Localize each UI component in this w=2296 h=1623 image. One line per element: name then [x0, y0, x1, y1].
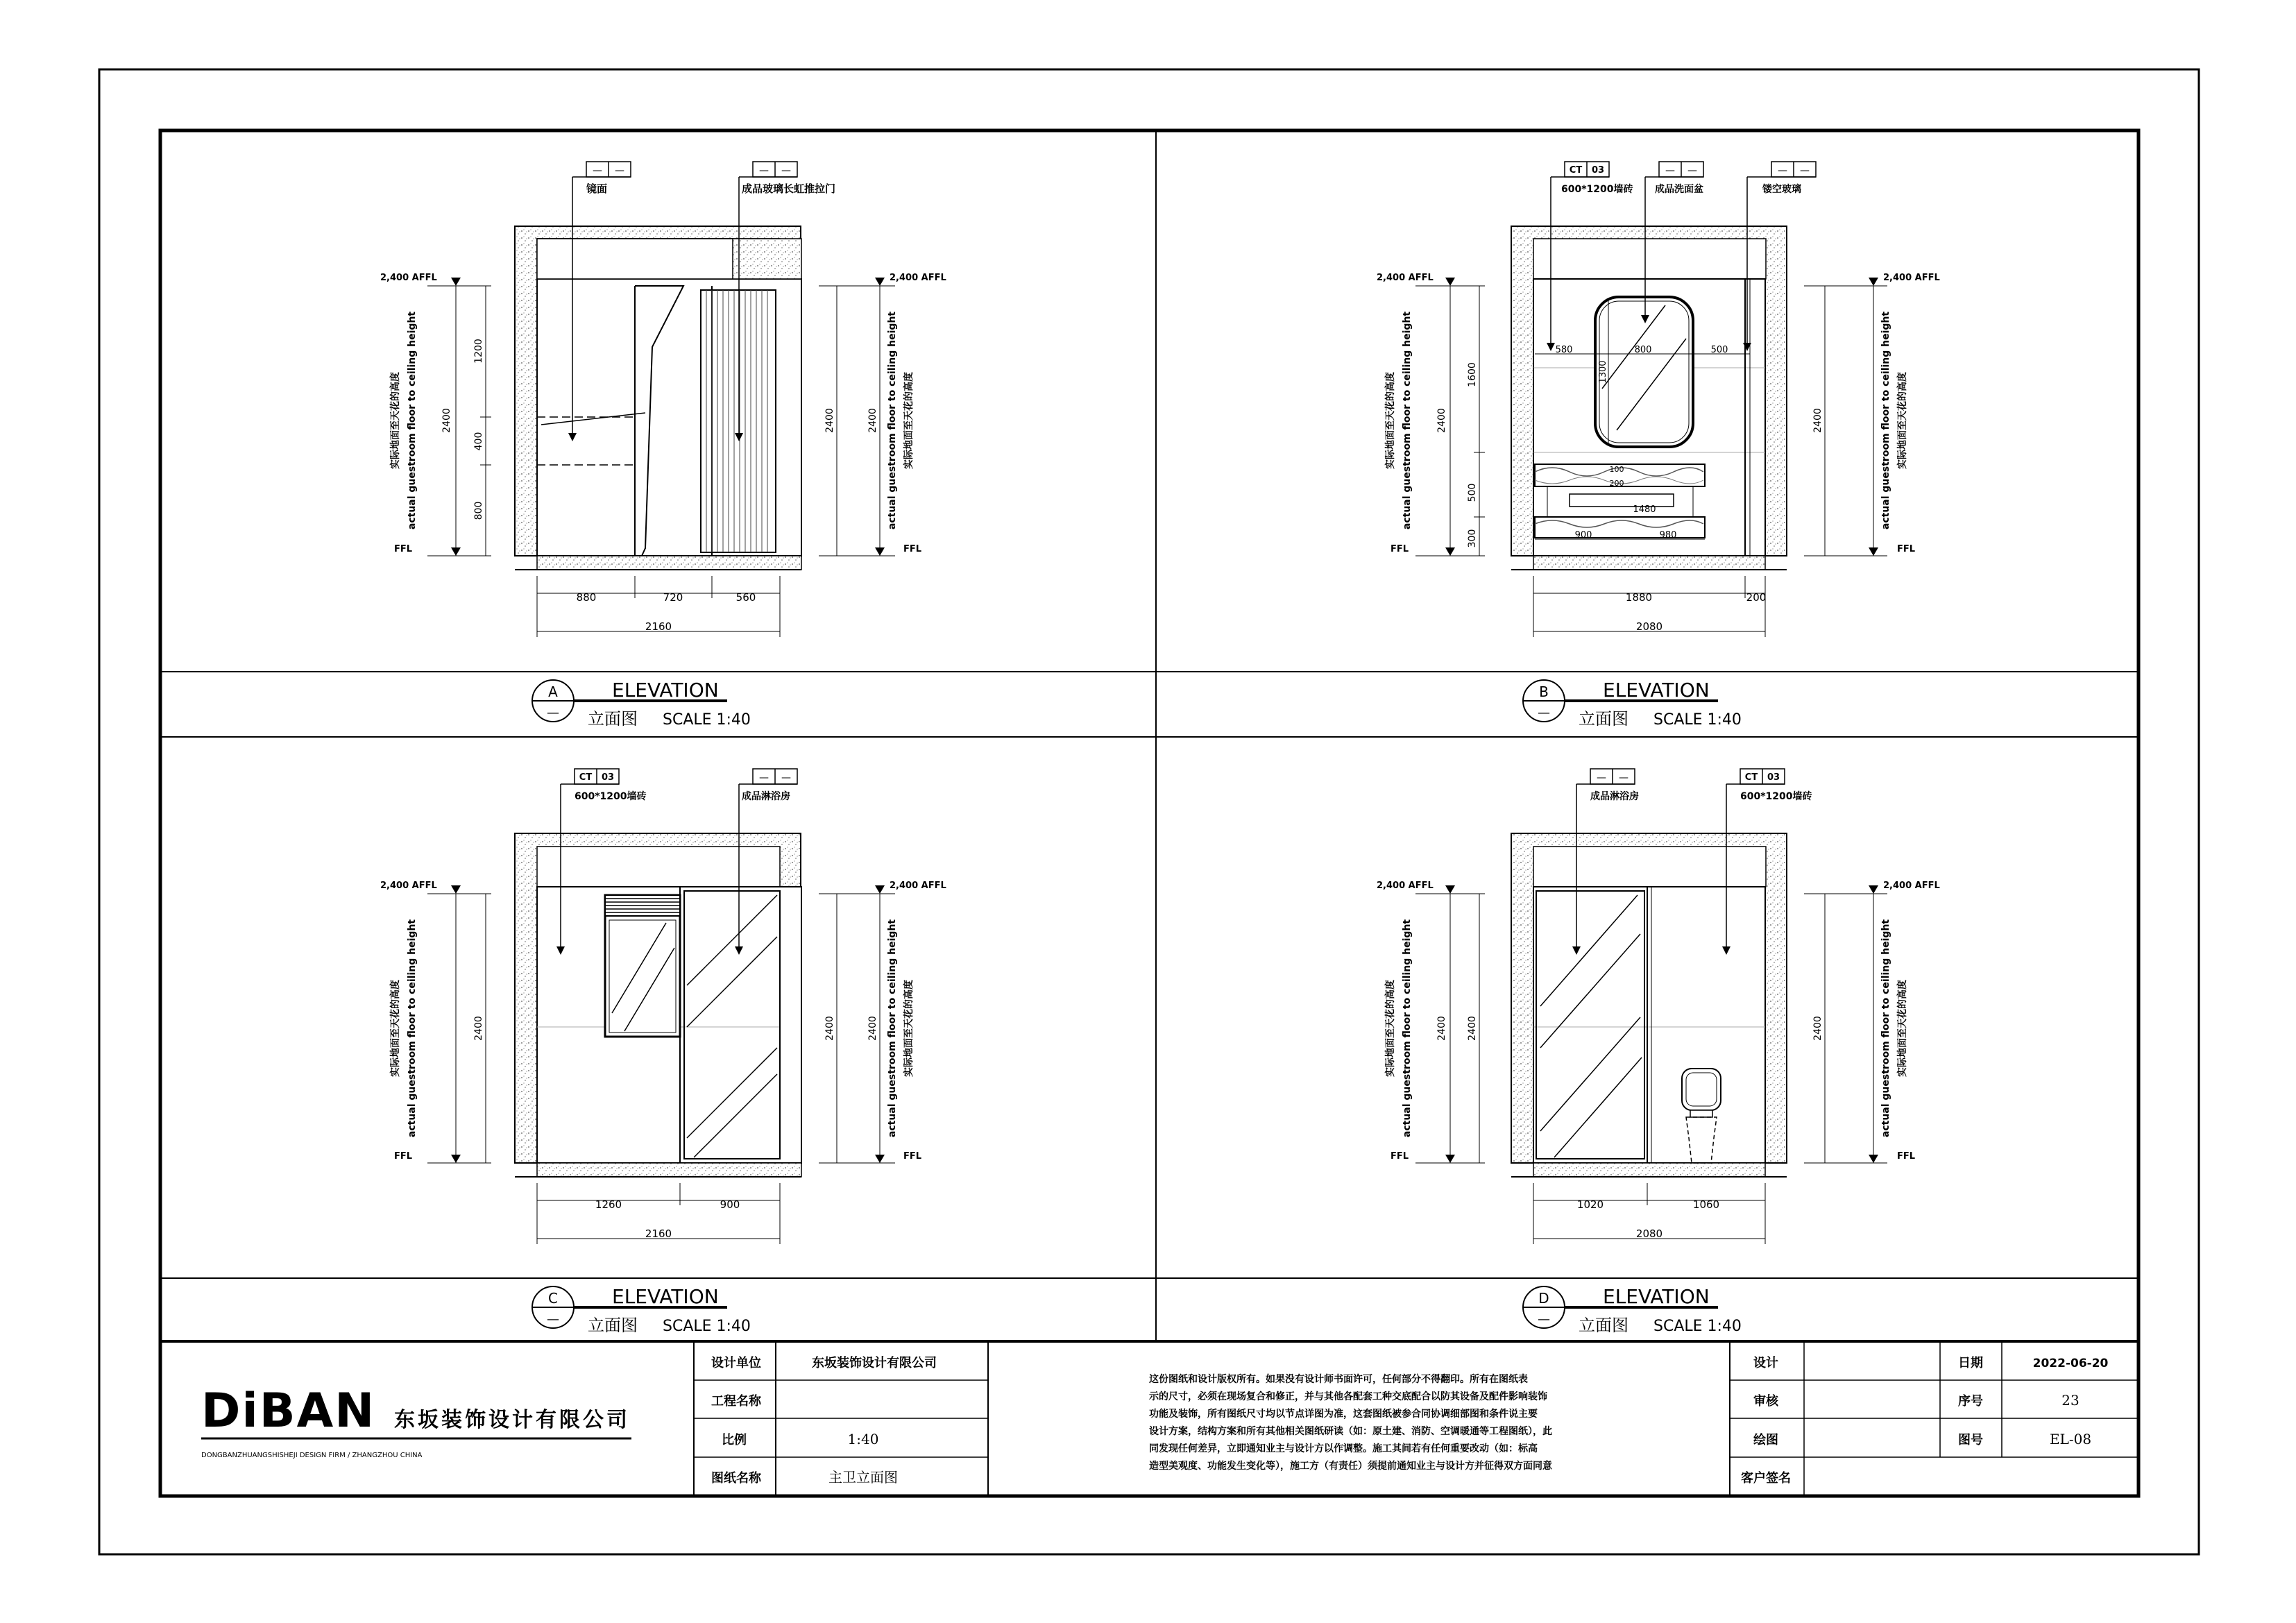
- elevation-a: [380, 162, 946, 729]
- dim-d-total: 2080: [1635, 1227, 1663, 1240]
- dim-d-2400: 2400: [1467, 1016, 1478, 1041]
- tag-a1-num: —: [615, 165, 624, 176]
- value-sheet-number: EL-08: [2049, 1431, 2092, 1447]
- value-date: 2022-06-20: [2032, 1357, 2109, 1370]
- note-line: 功能及装饰，所有图纸尺寸均以节点详图为准，这套图纸被参合同协调细部图和条件说主要: [1149, 1409, 1538, 1420]
- panel-d-scale: SCALE 1:40: [1653, 1318, 1742, 1335]
- panel-d-title: ELEVATION: [1603, 1285, 1710, 1308]
- vlabel-en: actual guestroom floor to ceiling height: [887, 311, 898, 530]
- panel-c-title: ELEVATION: [612, 1285, 719, 1308]
- vlabel-cn: 实际地面至天花的高度: [390, 372, 401, 469]
- dim-b-100: 100: [1609, 465, 1624, 474]
- panel-d-subtitle: 立面图: [1579, 1316, 1629, 1335]
- tag-c2-num: —: [781, 772, 791, 783]
- vlabel-en: actual guestroom floor to ceiling height: [1402, 919, 1413, 1138]
- affl-label: 2,400 AFFL: [890, 273, 946, 283]
- dim-a-560: 560: [735, 591, 756, 604]
- company-logo: DiBAN: [201, 1384, 376, 1438]
- dim-b-200-bottom: 200: [1746, 591, 1767, 604]
- tag-c2-label: 成品淋浴房: [742, 791, 790, 802]
- tag-b2-code: —: [1665, 165, 1675, 176]
- label-scale: 比例: [722, 1433, 747, 1447]
- tag-b1-num: 03: [1591, 165, 1605, 176]
- tag-b2-num: —: [1687, 165, 1697, 176]
- ffl-label: FFL: [1391, 544, 1409, 554]
- dim-b-500: 500: [1710, 345, 1728, 355]
- dim-height: 2400: [1436, 408, 1447, 433]
- dim-b-1480: 1480: [1633, 504, 1656, 515]
- dim-height: 2400: [1812, 1016, 1823, 1041]
- label-drawing-name: 图纸名称: [711, 1471, 761, 1486]
- dim-b-1300: 1300: [1598, 360, 1608, 384]
- affl-label: 2,400 AFFL: [380, 273, 437, 283]
- vlabel-en: actual guestroom floor to ceiling height: [887, 919, 898, 1138]
- affl-label: 2,400 AFFL: [1883, 881, 1940, 891]
- tag-c1-num: 03: [601, 772, 615, 783]
- label-project-name: 工程名称: [711, 1394, 761, 1409]
- tag-c1-label: 600*1200墙砖: [575, 791, 647, 802]
- vlabel-en: actual guestroom floor to ceiling height: [1880, 311, 1891, 530]
- tag-a2-code: —: [759, 165, 769, 176]
- tag-b3-label: 镂空玻璃: [1762, 184, 1801, 195]
- affl-label: 2,400 AFFL: [380, 881, 437, 891]
- dim-b-800: 800: [1634, 345, 1652, 355]
- dim-height: 2400: [1436, 1016, 1447, 1041]
- vlabel-cn: 实际地面至天花的高度: [1897, 372, 1908, 469]
- dim-b-300: 300: [1467, 529, 1478, 548]
- dim-d-1060: 1060: [1692, 1198, 1720, 1211]
- panel-c-subtitle: 立面图: [588, 1316, 638, 1335]
- affl-label: 2,400 AFFL: [1377, 273, 1434, 283]
- title-block: [201, 1341, 2138, 1496]
- company-name-cn: 东坂装饰设计有限公司: [394, 1408, 630, 1432]
- vlabel-cn: 实际地面至天花的高度: [390, 980, 401, 1077]
- panel-d-marker: D: [1538, 1290, 1549, 1307]
- dim-a-800: 800: [473, 501, 484, 520]
- tag-b3-code: —: [1778, 165, 1787, 176]
- panel-a-scale: SCALE 1:40: [663, 711, 751, 729]
- label-design-unit: 设计单位: [711, 1356, 761, 1370]
- vlabel-en: actual guestroom floor to ceiling height: [407, 919, 418, 1138]
- tag-c1-code: CT: [579, 772, 593, 783]
- dim-c-total: 2160: [645, 1227, 672, 1240]
- panel-c-scale: SCALE 1:40: [663, 1318, 751, 1335]
- dim-a-720: 720: [663, 591, 683, 604]
- dim-c-2400: 2400: [473, 1016, 484, 1041]
- panel-a-sub: —: [547, 706, 559, 720]
- panel-b-scale: SCALE 1:40: [1653, 711, 1742, 729]
- tag-a1-label: 镜面: [586, 182, 608, 195]
- tag-d1-label: 成品淋浴房: [1590, 791, 1639, 802]
- affl-label: 2,400 AFFL: [890, 881, 946, 891]
- affl-label: 2,400 AFFL: [1883, 273, 1940, 283]
- tag-c2-code: —: [759, 772, 769, 783]
- note-line: 示的尺寸，必须在现场复合和修正，并与其他各配套工种交底配合以防其设备及配件影响装饰: [1149, 1391, 1547, 1402]
- value-scale: 1:40: [847, 1431, 879, 1447]
- dim-c-1260: 1260: [595, 1198, 622, 1211]
- outer-sheet-border: [99, 69, 2199, 1554]
- dim-height: 2400: [824, 408, 835, 433]
- vlabel-cn: 实际地面至天花的高度: [1897, 980, 1908, 1077]
- tag-b1-code: CT: [1569, 165, 1583, 176]
- dim-height: 2400: [867, 1016, 878, 1041]
- panel-a-subtitle: 立面图: [588, 709, 638, 729]
- dim-height: 2400: [1812, 408, 1823, 433]
- dim-b-900: 900: [1574, 530, 1592, 541]
- dim-d-1020: 1020: [1576, 1198, 1604, 1211]
- tag-b3-num: —: [1800, 165, 1810, 176]
- dim-b-500-left: 500: [1467, 483, 1478, 502]
- dim-c-900: 900: [720, 1198, 740, 1211]
- tag-a2-label: 成品玻璃长虹推拉门: [742, 182, 836, 195]
- note-line: 设计方案，结构方案和所有其他相关图纸研读（如：原土建、消防、空调暖通等工程图纸），此: [1149, 1426, 1552, 1437]
- ffl-label: FFL: [1897, 544, 1916, 554]
- panel-c-sub: —: [547, 1312, 559, 1327]
- vlabel-cn: 实际地面至天花的高度: [903, 980, 915, 1077]
- label-reviewer: 审核: [1753, 1394, 1778, 1409]
- tag-d1-num: —: [1619, 772, 1629, 783]
- vlabel-cn: 实际地面至天花的高度: [903, 372, 915, 469]
- dim-a-1200: 1200: [473, 339, 484, 364]
- panel-c-marker: C: [548, 1290, 558, 1307]
- tag-d2-label: 600*1200墙砖: [1740, 791, 1812, 802]
- dim-height: 2400: [824, 1016, 835, 1041]
- value-drawing-name: 主卫立面图: [828, 1469, 898, 1486]
- panel-b-sub: —: [1538, 706, 1550, 720]
- elevation-c: [380, 769, 946, 1335]
- dim-b-1600: 1600: [1467, 362, 1478, 387]
- label-drafter: 绘图: [1753, 1433, 1778, 1447]
- value-design-unit: 东坂装饰设计有限公司: [812, 1356, 937, 1370]
- elevation-b: [1377, 162, 1940, 729]
- dim-a-880: 880: [576, 591, 597, 604]
- panel-a-marker: A: [548, 683, 558, 700]
- panel-b-subtitle: 立面图: [1579, 709, 1629, 729]
- tag-d2-num: 03: [1767, 772, 1780, 783]
- dim-b-1880: 1880: [1625, 591, 1653, 604]
- dim-b-580: 580: [1555, 345, 1573, 355]
- vlabel-cn: 实际地面至天花的高度: [1385, 980, 1396, 1077]
- ffl-label: FFL: [394, 1151, 413, 1162]
- ffl-label: FFL: [903, 544, 922, 554]
- ffl-label: FFL: [903, 1151, 922, 1162]
- dim-a-total: 2160: [645, 620, 672, 633]
- label-designer: 设计: [1753, 1356, 1778, 1370]
- ffl-label: FFL: [394, 544, 413, 554]
- label-client-signature: 客户签名: [1741, 1471, 1791, 1486]
- inner-drawing-border: [160, 130, 2138, 1496]
- ffl-label: FFL: [1897, 1151, 1916, 1162]
- tag-a2-num: —: [781, 165, 791, 176]
- panel-b-title: ELEVATION: [1603, 679, 1710, 702]
- ffl-label: FFL: [1391, 1151, 1409, 1162]
- dim-height: 2400: [867, 408, 878, 433]
- tag-a1-code: —: [593, 165, 602, 176]
- vlabel-en: actual guestroom floor to ceiling height: [1880, 919, 1891, 1138]
- tag-b2-label: 成品洗面盆: [1655, 184, 1703, 195]
- label-date: 日期: [1958, 1356, 1983, 1370]
- panel-d-sub: —: [1538, 1312, 1550, 1327]
- affl-label: 2,400 AFFL: [1377, 881, 1434, 891]
- panel-b-marker: B: [1539, 683, 1549, 700]
- tag-b1-label: 600*1200墙砖: [1561, 184, 1633, 195]
- company-name-en: DONGBANZHUANGSHISHEJI DESIGN FIRM / ZHANGZHOU CHINA: [201, 1452, 423, 1459]
- label-sheet-number: 图号: [1958, 1433, 1983, 1447]
- label-sequence: 序号: [1958, 1394, 1983, 1409]
- vlabel-cn: 实际地面至天花的高度: [1385, 372, 1396, 469]
- dim-a-400: 400: [473, 432, 484, 451]
- tag-d2-code: CT: [1744, 772, 1758, 783]
- dim-b-200: 200: [1609, 479, 1624, 488]
- elevation-d: [1377, 769, 1940, 1335]
- tag-d1-code: —: [1597, 772, 1606, 783]
- value-sequence: 23: [2061, 1392, 2080, 1409]
- vlabel-en: actual guestroom floor to ceiling height: [407, 311, 418, 530]
- note-line: 同发现任何差异，立即通知业主与设计方以作调整。施工其间若有任何重要改动（如：标高: [1149, 1443, 1538, 1454]
- panel-a-title: ELEVATION: [612, 679, 719, 702]
- dim-height: 2400: [441, 408, 452, 433]
- dim-b-total: 2080: [1635, 620, 1663, 633]
- note-line: 这份图纸和设计版权所有。如果没有设计师书面许可，任何部分不得翻印。所有在图纸表: [1149, 1374, 1528, 1385]
- note-line: 造型美观度、功能发生变化等），施工方（有责任）须提前通知业主与设计方并征得双方面同意: [1149, 1461, 1552, 1472]
- vlabel-en: actual guestroom floor to ceiling height: [1402, 311, 1413, 530]
- dim-b-980: 980: [1659, 530, 1677, 541]
